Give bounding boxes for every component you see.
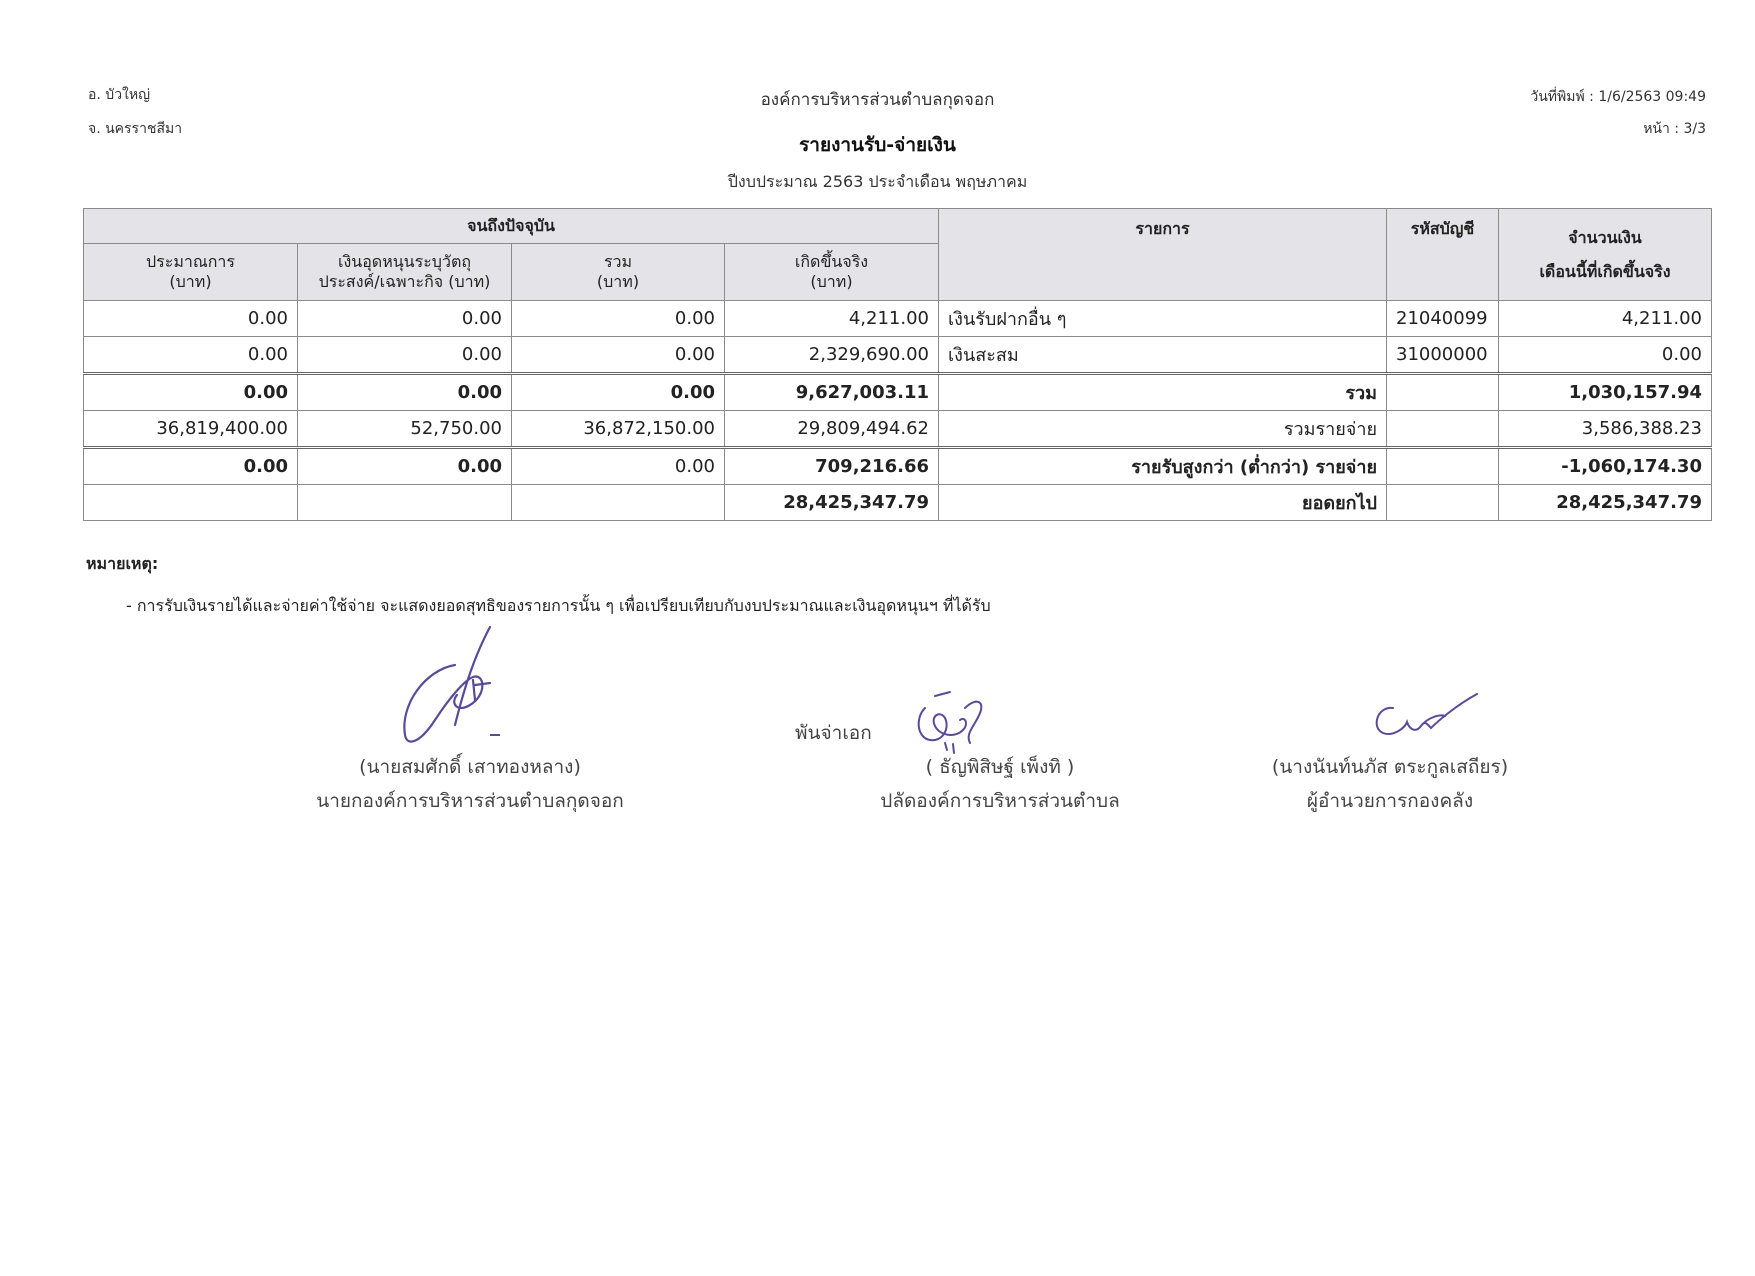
actual-cell: 709,216.66 <box>725 448 939 485</box>
budget-cell: 0.00 <box>84 374 298 411</box>
account-code-cell <box>1387 411 1499 448</box>
total-cell: 0.00 <box>512 374 725 411</box>
amount-cell: 0.00 <box>1499 337 1712 374</box>
table-row-surplus <box>84 448 1712 485</box>
signature-block-mayor <box>260 750 680 818</box>
total-cell: 0.00 <box>512 337 725 374</box>
budget-cell: 0.00 <box>84 337 298 374</box>
subsidy-cell: 0.00 <box>298 374 512 411</box>
column-header-item: รายการ <box>939 209 1387 301</box>
actual-cell: 28,425,347.79 <box>725 485 939 521</box>
page-number: หน้า : 3/3 <box>1643 121 1706 137</box>
signer-position: ผู้อำนวยการกองคลัง <box>1306 790 1474 812</box>
actual-cell: 29,809,494.62 <box>725 411 939 448</box>
signer-name: ( ธัญพิสิษฐ์ เพ็งทิ ) <box>925 756 1075 778</box>
item-cell: เงินรับฝากอื่น ๆ <box>939 301 1387 337</box>
item-cell: เงินสะสม <box>939 337 1387 374</box>
report-subtitle: ปีงบประมาณ 2563 ประจำเดือน พฤษภาคม <box>727 172 1028 191</box>
item-cell: รวมรายจ่าย <box>939 411 1387 448</box>
amount-cell: 1,030,157.94 <box>1499 374 1712 411</box>
budget-cell: 36,819,400.00 <box>84 411 298 448</box>
province-label: จ. นครราชสีมา <box>88 121 183 137</box>
subsidy-cell: 0.00 <box>298 448 512 485</box>
item-cell: รวม <box>939 374 1387 411</box>
total-cell: 36,872,150.00 <box>512 411 725 448</box>
district-label: อ. บัวใหญ่ <box>88 87 151 103</box>
subsidy-cell <box>298 485 512 521</box>
amount-cell: 4,211.00 <box>1499 301 1712 337</box>
total-cell: 0.00 <box>512 448 725 485</box>
actual-cell: 2,329,690.00 <box>725 337 939 374</box>
table-row <box>84 337 1712 374</box>
budget-cell: 0.00 <box>84 448 298 485</box>
subsidy-cell: 0.00 <box>298 301 512 337</box>
column-header-actual: เกิดขึ้นจริง (บาท) <box>725 244 939 301</box>
table-row-total <box>84 374 1712 411</box>
account-code-cell <box>1387 485 1499 521</box>
signature-block-finance-director <box>1180 750 1600 818</box>
signer-rank: พันจ่าเอก <box>795 722 872 744</box>
column-header-amount <box>1499 209 1712 301</box>
subsidy-cell: 0.00 <box>298 337 512 374</box>
column-header-amount-line1: จำนวนเงิน <box>1568 227 1642 247</box>
print-date: วันที่พิมพ์ : 1/6/2563 09:49 <box>1530 89 1706 105</box>
column-header-subsidy: เงินอุดหนุนระบุวัตถุ ประสงค์/เฉพาะกิจ (บาท) <box>298 244 512 301</box>
item-cell: ยอดยกไป <box>939 485 1387 521</box>
signer-position: ปลัดองค์การบริหารส่วนตำบล <box>880 790 1120 812</box>
signature-finance-director <box>1365 688 1485 748</box>
column-header-account-code: รหัสบัญชี <box>1387 209 1499 301</box>
account-code-cell: 31000000 <box>1387 337 1499 374</box>
group-header-to-date: จนถึงปัจจุบัน <box>84 209 939 244</box>
signer-name: (นางนันท์นภัส ตระกูลเสถียร) <box>1271 756 1509 778</box>
table-row-carried-forward <box>84 485 1712 521</box>
report-title: รายงานรับ-จ่ายเงิน <box>799 134 956 156</box>
organization-name: องค์การบริหารส่วนตำบลกุดจอก <box>760 90 995 110</box>
account-code-cell <box>1387 374 1499 411</box>
table-row-total-expense <box>84 411 1712 448</box>
actual-cell: 9,627,003.11 <box>725 374 939 411</box>
amount-cell: 3,586,388.23 <box>1499 411 1712 448</box>
signature-mayor <box>395 625 525 750</box>
budget-cell <box>84 485 298 521</box>
column-header-budget: ประมาณการ (บาท) <box>84 244 298 301</box>
subsidy-cell: 52,750.00 <box>298 411 512 448</box>
column-header-total: รวม (บาท) <box>512 244 725 301</box>
actual-cell: 4,211.00 <box>725 301 939 337</box>
column-header-amount-line2: เดือนนี้ที่เกิดขึ้นจริง <box>1539 261 1671 281</box>
account-code-cell <box>1387 448 1499 485</box>
signer-name: (นายสมศักดิ์ เสาทองหลาง) <box>359 756 581 778</box>
account-code-cell: 21040099 <box>1387 301 1499 337</box>
total-cell <box>512 485 725 521</box>
signer-position: นายกองค์การบริหารส่วนตำบลกุดจอก <box>316 790 624 812</box>
report-table <box>83 208 1712 521</box>
table-row <box>84 301 1712 337</box>
budget-cell: 0.00 <box>84 301 298 337</box>
notes-text: - การรับเงินรายได้และจ่ายค่าใช้จ่าย จะแสดงยอดสุทธิของรายการนั้น ๆ เพื่อเปรียบเทียบกับงบประมาณและเงินอุดหนุนฯ ที่ได้รับ <box>126 596 991 615</box>
signature-clerk <box>905 688 995 758</box>
total-cell: 0.00 <box>512 301 725 337</box>
signature-block-clerk <box>790 750 1210 818</box>
notes-title: หมายเหตุ: <box>86 554 159 573</box>
amount-cell: 28,425,347.79 <box>1499 485 1712 521</box>
amount-cell: -1,060,174.30 <box>1499 448 1712 485</box>
item-cell: รายรับสูงกว่า (ต่ำกว่า) รายจ่าย <box>939 448 1387 485</box>
